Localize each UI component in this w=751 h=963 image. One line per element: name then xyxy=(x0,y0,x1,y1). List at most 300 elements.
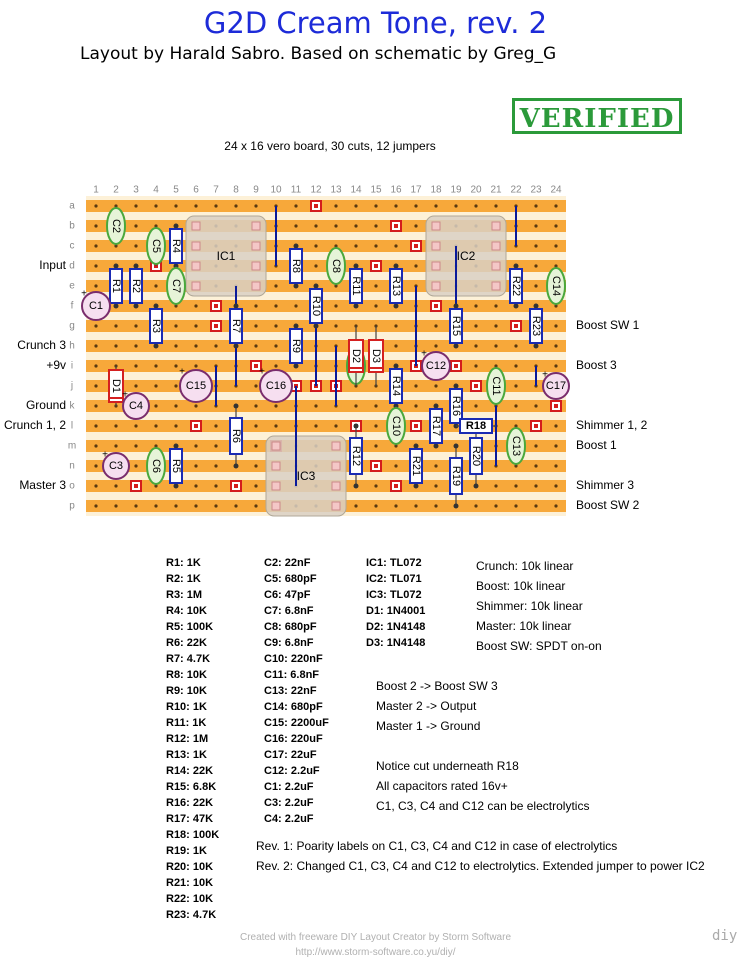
strip-cut-center xyxy=(374,464,378,468)
strip-hole xyxy=(314,264,317,267)
ic-pin xyxy=(432,262,440,270)
resistor-pad xyxy=(414,444,419,449)
column-label: 1 xyxy=(93,184,99,196)
strip-hole xyxy=(474,364,477,367)
strip-hole xyxy=(194,204,197,207)
bom-item: R23: 4.7K xyxy=(166,909,217,921)
resistor-label: R21 xyxy=(410,455,422,477)
resistor-label: R3 xyxy=(150,318,162,334)
capacitor-label: C15 xyxy=(185,380,207,392)
strip-hole xyxy=(214,344,217,347)
ic-pin xyxy=(492,282,500,290)
strip-hole xyxy=(494,204,497,207)
strip-hole xyxy=(114,504,117,507)
resistor-pad xyxy=(394,364,399,369)
strip-hole xyxy=(414,404,417,407)
capacitor-label: C14 xyxy=(550,275,562,297)
strip-hole xyxy=(214,204,217,207)
strip-hole xyxy=(94,204,97,207)
resistor-pad xyxy=(354,484,359,489)
bom-item: R2: 1K xyxy=(166,573,201,585)
column-label: 19 xyxy=(450,184,462,196)
strip-hole xyxy=(94,504,97,507)
bom-item: C5: 680pF xyxy=(264,573,317,585)
ic-pin xyxy=(432,282,440,290)
resistor-label: R16 xyxy=(450,395,462,417)
ic-pin xyxy=(332,442,340,450)
strip-hole xyxy=(374,424,377,427)
resistor-label: R18 xyxy=(465,420,487,432)
column-label: 4 xyxy=(153,184,159,196)
strip-hole xyxy=(254,324,257,327)
resistor-pad xyxy=(354,304,359,309)
strip-hole xyxy=(314,424,317,427)
strip-hole xyxy=(354,504,357,507)
strip-hole xyxy=(474,504,477,507)
resistor-pad xyxy=(454,304,459,309)
bom-item: C7: 6.8nF xyxy=(264,605,314,617)
strip-hole xyxy=(134,344,137,347)
left-edge-label: Crunch 1, 2 xyxy=(3,418,66,432)
bom-item: D3: 1N4148 xyxy=(366,637,426,649)
strip-hole xyxy=(254,504,257,507)
resistor-pad xyxy=(454,384,459,389)
strip-hole xyxy=(194,344,197,347)
capacitor-label: C12 xyxy=(425,360,447,372)
strip-hole xyxy=(94,444,97,447)
strip-hole xyxy=(214,484,217,487)
strip-cut-center xyxy=(414,244,418,248)
resistor-pad xyxy=(434,444,439,449)
strip-hole xyxy=(174,204,177,207)
strip-hole xyxy=(554,244,557,247)
strip-hole xyxy=(174,404,177,407)
column-label: 15 xyxy=(370,184,382,196)
strip-hole xyxy=(214,464,217,467)
strip-hole xyxy=(434,484,437,487)
bom-item: R21: 10K xyxy=(166,877,214,889)
strip-hole xyxy=(474,204,477,207)
strip-hole xyxy=(334,224,337,227)
resistor-pad xyxy=(474,484,479,489)
strip-hole xyxy=(514,364,517,367)
diode-label: D1 xyxy=(110,378,122,394)
resistor-label: R2 xyxy=(130,278,142,294)
resistor-pad xyxy=(154,304,159,309)
strip-hole xyxy=(194,364,197,367)
pot-item: Crunch: 10k linear xyxy=(476,559,574,573)
bom-item: R16: 22K xyxy=(166,797,214,809)
copper-strip xyxy=(86,200,566,212)
left-edge-label: +9v xyxy=(46,358,66,372)
resistor-pad xyxy=(294,364,299,369)
strip-hole xyxy=(294,224,297,227)
left-edge-label: Crunch 3 xyxy=(17,338,66,352)
bom-item: C2: 22nF xyxy=(264,557,311,569)
strip-hole xyxy=(534,444,537,447)
bom-item: C12: 2.2uF xyxy=(264,765,320,777)
strip-hole xyxy=(394,464,397,467)
resistor-pad xyxy=(454,444,459,449)
capacitor-label: C2 xyxy=(110,218,122,234)
strip-hole xyxy=(194,464,197,467)
column-label: 13 xyxy=(330,184,342,196)
strip-hole xyxy=(134,424,137,427)
ic-pin xyxy=(492,262,500,270)
footer-url[interactable]: http://www.storm-software.co.yu/diy/ xyxy=(295,947,456,958)
strip-hole xyxy=(274,344,277,347)
column-label: 23 xyxy=(530,184,542,196)
capacitor-label: C10 xyxy=(390,415,402,437)
row-label: p xyxy=(69,500,75,512)
strip-hole xyxy=(254,384,257,387)
pot-item: Shimmer: 10k linear xyxy=(476,599,583,613)
strip-hole xyxy=(134,464,137,467)
wiring-notes xyxy=(376,676,498,736)
right-edge-label: Shimmer 1, 2 xyxy=(576,418,648,432)
column-label: 12 xyxy=(310,184,322,196)
column-label: 14 xyxy=(350,184,362,196)
strip-hole xyxy=(434,204,437,207)
resistor-pad xyxy=(114,304,119,309)
bom-item: R11: 1K xyxy=(166,717,207,729)
right-edge-label: Boost SW 1 xyxy=(576,318,640,332)
strip-hole xyxy=(154,504,157,507)
strip-hole xyxy=(234,204,237,207)
resistor-pad xyxy=(354,264,359,269)
resistor-label: R23 xyxy=(530,315,542,337)
resistor-label: R4 xyxy=(170,238,182,254)
row-label: a xyxy=(69,200,75,212)
ic-pin xyxy=(272,502,280,510)
capacitor-label: C5 xyxy=(150,238,162,254)
resistor-pad xyxy=(114,264,119,269)
strip-hole xyxy=(514,404,517,407)
strip-hole xyxy=(514,484,517,487)
strip-hole xyxy=(114,424,117,427)
bom-item: D1: 1N4001 xyxy=(366,605,426,617)
polarity-mark: + xyxy=(179,366,185,378)
strip-hole xyxy=(334,424,337,427)
bom-item: R22: 10K xyxy=(166,893,214,905)
strip-hole xyxy=(254,204,257,207)
bom-item: IC2: TL071 xyxy=(366,573,422,585)
bom-item: C16: 220uF xyxy=(264,733,323,745)
bom-item: C1: 2.2uF xyxy=(264,781,314,793)
strip-hole xyxy=(194,324,197,327)
strip-hole xyxy=(234,504,237,507)
resistor-label: R20 xyxy=(470,445,482,467)
resistor-pad xyxy=(294,324,299,329)
verified-badge: VERIFIED xyxy=(512,98,682,134)
strip-hole xyxy=(254,464,257,467)
strip-hole xyxy=(554,444,557,447)
bom-item: R9: 10K xyxy=(166,685,207,697)
resistor-pad xyxy=(414,484,419,489)
ic-pin xyxy=(252,282,260,290)
strip-hole xyxy=(314,224,317,227)
strip-hole xyxy=(114,344,117,347)
right-edge-label: Boost 3 xyxy=(576,358,617,372)
column-label: 20 xyxy=(470,184,482,196)
strip-hole xyxy=(494,304,497,307)
column-label: 7 xyxy=(213,184,219,196)
pot-item: Boost: 10k linear xyxy=(476,579,566,593)
strip-hole xyxy=(94,484,97,487)
strip-cut-center xyxy=(234,484,238,488)
strip-hole xyxy=(554,204,557,207)
strip-hole xyxy=(534,284,537,287)
strip-hole xyxy=(494,344,497,347)
strip-hole xyxy=(194,304,197,307)
strip-cut-center xyxy=(214,324,218,328)
resistor-pad xyxy=(454,344,459,349)
strip-hole xyxy=(94,244,97,247)
strip-hole xyxy=(354,224,357,227)
bom-item: C10: 220nF xyxy=(264,653,323,665)
resistor-label: R17 xyxy=(430,415,442,437)
strip-hole xyxy=(434,384,437,387)
strip-hole xyxy=(114,324,117,327)
ic-pin xyxy=(432,222,440,230)
resistor-label: R12 xyxy=(350,445,362,467)
strip-hole xyxy=(374,504,377,507)
strip-hole xyxy=(94,284,97,287)
bom-item: C4: 2.2uF xyxy=(264,813,314,825)
strip-hole xyxy=(374,444,377,447)
strip-hole xyxy=(474,324,477,327)
strip-hole xyxy=(134,204,137,207)
column-label: 8 xyxy=(233,184,239,196)
row-label: b xyxy=(69,220,75,232)
column-label: 22 xyxy=(510,184,522,196)
strip-cut-center xyxy=(474,384,478,388)
wiring-item: Master 2 -> Output xyxy=(376,699,477,713)
strip-hole xyxy=(254,344,257,347)
bom-item: C8: 680pF xyxy=(264,621,317,633)
ic-pin xyxy=(252,222,260,230)
column-label: 16 xyxy=(390,184,402,196)
capacitor-label: C16 xyxy=(265,380,287,392)
polarity-mark: + xyxy=(259,366,265,378)
resistor-pad xyxy=(534,304,539,309)
strip-hole xyxy=(374,284,377,287)
bom-item: C17: 22uF xyxy=(264,749,317,761)
column-label: 21 xyxy=(490,184,502,196)
strip-hole xyxy=(134,504,137,507)
strip-cut-center xyxy=(534,424,538,428)
strip-hole xyxy=(494,324,497,327)
general-notes xyxy=(376,756,589,816)
strip-hole xyxy=(534,484,537,487)
strip-hole xyxy=(174,424,177,427)
strip-hole xyxy=(334,324,337,327)
bom-item: C3: 2.2uF xyxy=(264,797,314,809)
resistor-label: R1 xyxy=(110,278,122,294)
strip-hole xyxy=(374,484,377,487)
bom-item: R6: 22K xyxy=(166,637,207,649)
resistor-pad xyxy=(354,424,359,429)
strip-hole xyxy=(194,484,197,487)
strip-hole xyxy=(254,404,257,407)
strip-hole xyxy=(154,424,157,427)
resistor-pad xyxy=(314,324,319,329)
strip-hole xyxy=(534,404,537,407)
strip-hole xyxy=(394,344,397,347)
strip-hole xyxy=(354,404,357,407)
ic-pin xyxy=(252,262,260,270)
bom-item: R4: 10K xyxy=(166,605,207,617)
strip-hole xyxy=(314,404,317,407)
strip-hole xyxy=(94,384,97,387)
right-edge-label: Boost SW 2 xyxy=(576,498,640,512)
strip-hole xyxy=(414,264,417,267)
strip-hole xyxy=(254,424,257,427)
strip-hole xyxy=(274,364,277,367)
column-label: 11 xyxy=(290,184,302,196)
capacitor-label: C13 xyxy=(510,435,522,457)
right-edge-label: Shimmer 3 xyxy=(576,478,635,492)
pot-item: Boost SW: SPDT on-on xyxy=(476,639,602,653)
strip-hole xyxy=(474,404,477,407)
bom-item: R15: 6.8K xyxy=(166,781,217,793)
strip-hole xyxy=(434,324,437,327)
strip-cut-center xyxy=(134,484,138,488)
strip-hole xyxy=(454,204,457,207)
capacitor-label: C4 xyxy=(128,400,144,412)
left-edge-label: Input xyxy=(39,258,66,272)
bom-resistors xyxy=(166,555,219,923)
bom-item: R10: 1K xyxy=(166,701,207,713)
bom-item: C9: 6.8nF xyxy=(264,637,314,649)
strip-hole xyxy=(94,464,97,467)
revision-notes xyxy=(256,836,705,876)
strip-hole xyxy=(394,324,397,327)
strip-hole xyxy=(134,444,137,447)
strip-hole xyxy=(394,244,397,247)
strip-hole xyxy=(194,404,197,407)
strip-hole xyxy=(274,404,277,407)
resistor-label: R8 xyxy=(290,258,302,274)
column-label: 10 xyxy=(270,184,282,196)
strip-hole xyxy=(174,364,177,367)
bom-capacitors xyxy=(264,555,329,827)
row-label: f xyxy=(70,300,74,312)
resistor-pad xyxy=(534,344,539,349)
strip-hole xyxy=(474,344,477,347)
strip-hole xyxy=(94,264,97,267)
strip-hole xyxy=(254,484,257,487)
resistor-pad xyxy=(314,284,319,289)
resistor-pad xyxy=(454,504,459,509)
strip-hole xyxy=(414,204,417,207)
bom-item: R18: 100K xyxy=(166,829,220,841)
resistor-label: R7 xyxy=(230,318,242,334)
wiring-item: Master 1 -> Ground xyxy=(376,719,481,733)
pot-list xyxy=(476,556,602,656)
resistor-pad xyxy=(514,264,519,269)
bom-item: R1: 1K xyxy=(166,557,201,569)
strip-cut-center xyxy=(434,304,438,308)
note-item: C1, C3, C4 and C12 can be electrolytics xyxy=(376,799,590,813)
strip-cut-center xyxy=(414,424,418,428)
ic-pin xyxy=(192,242,200,250)
bom-item: C15: 2200uF xyxy=(264,717,329,729)
capacitor-label: C7 xyxy=(170,278,182,294)
strip-hole xyxy=(534,504,537,507)
bom-item: R19: 1K xyxy=(166,845,207,857)
strip-hole xyxy=(194,504,197,507)
strip-hole xyxy=(274,304,277,307)
resistor-pad xyxy=(294,244,299,249)
polarity-mark: + xyxy=(81,288,87,300)
strip-hole xyxy=(554,504,557,507)
strip-hole xyxy=(554,224,557,227)
ic-label: IC1 xyxy=(216,249,236,263)
ic-label: IC3 xyxy=(296,469,316,483)
strip-hole xyxy=(534,264,537,267)
strip-hole xyxy=(494,504,497,507)
strip-cut-center xyxy=(394,224,398,228)
strip-hole xyxy=(94,404,97,407)
resistor-pad xyxy=(154,344,159,349)
strip-hole xyxy=(554,424,557,427)
strip-cut-center xyxy=(314,204,318,208)
column-label: 6 xyxy=(193,184,199,196)
ic-pin xyxy=(252,242,260,250)
column-label: 5 xyxy=(173,184,179,196)
strip-hole xyxy=(514,504,517,507)
row-label: l xyxy=(70,420,74,432)
row-label: e xyxy=(69,280,75,292)
resistor-pad xyxy=(394,304,399,309)
strip-hole xyxy=(154,384,157,387)
row-label: c xyxy=(69,240,75,252)
strip-hole xyxy=(374,304,377,307)
ic-pin xyxy=(432,242,440,250)
resistor-label: R10 xyxy=(310,295,322,317)
strip-hole xyxy=(554,344,557,347)
ic-pin xyxy=(272,462,280,470)
capacitor-label: C17 xyxy=(545,380,567,392)
strip-hole xyxy=(274,284,277,287)
strip-hole xyxy=(154,404,157,407)
strip-hole xyxy=(474,304,477,307)
strip-hole xyxy=(334,304,337,307)
polarity-mark: + xyxy=(542,369,548,381)
strip-hole xyxy=(354,244,357,247)
strip-hole xyxy=(414,384,417,387)
strip-hole xyxy=(514,384,517,387)
strip-hole xyxy=(214,504,217,507)
diode-label: D2 xyxy=(350,348,362,364)
bom-item: IC3: TL072 xyxy=(366,589,422,601)
diode-label: D3 xyxy=(370,348,382,364)
strip-hole xyxy=(174,324,177,327)
diy-logo: diy xyxy=(712,928,738,944)
strip-hole xyxy=(174,504,177,507)
strip-hole xyxy=(534,464,537,467)
resistor-label: R9 xyxy=(290,338,302,354)
bom-item: C13: 22nF xyxy=(264,685,317,697)
strip-hole xyxy=(394,204,397,207)
row-label: d xyxy=(69,260,75,272)
bom-item: C14: 680pF xyxy=(264,701,323,713)
resistor-label: R6 xyxy=(230,428,242,444)
strip-hole xyxy=(294,204,297,207)
bom-item: R14: 22K xyxy=(166,765,214,777)
column-label: 9 xyxy=(253,184,259,196)
